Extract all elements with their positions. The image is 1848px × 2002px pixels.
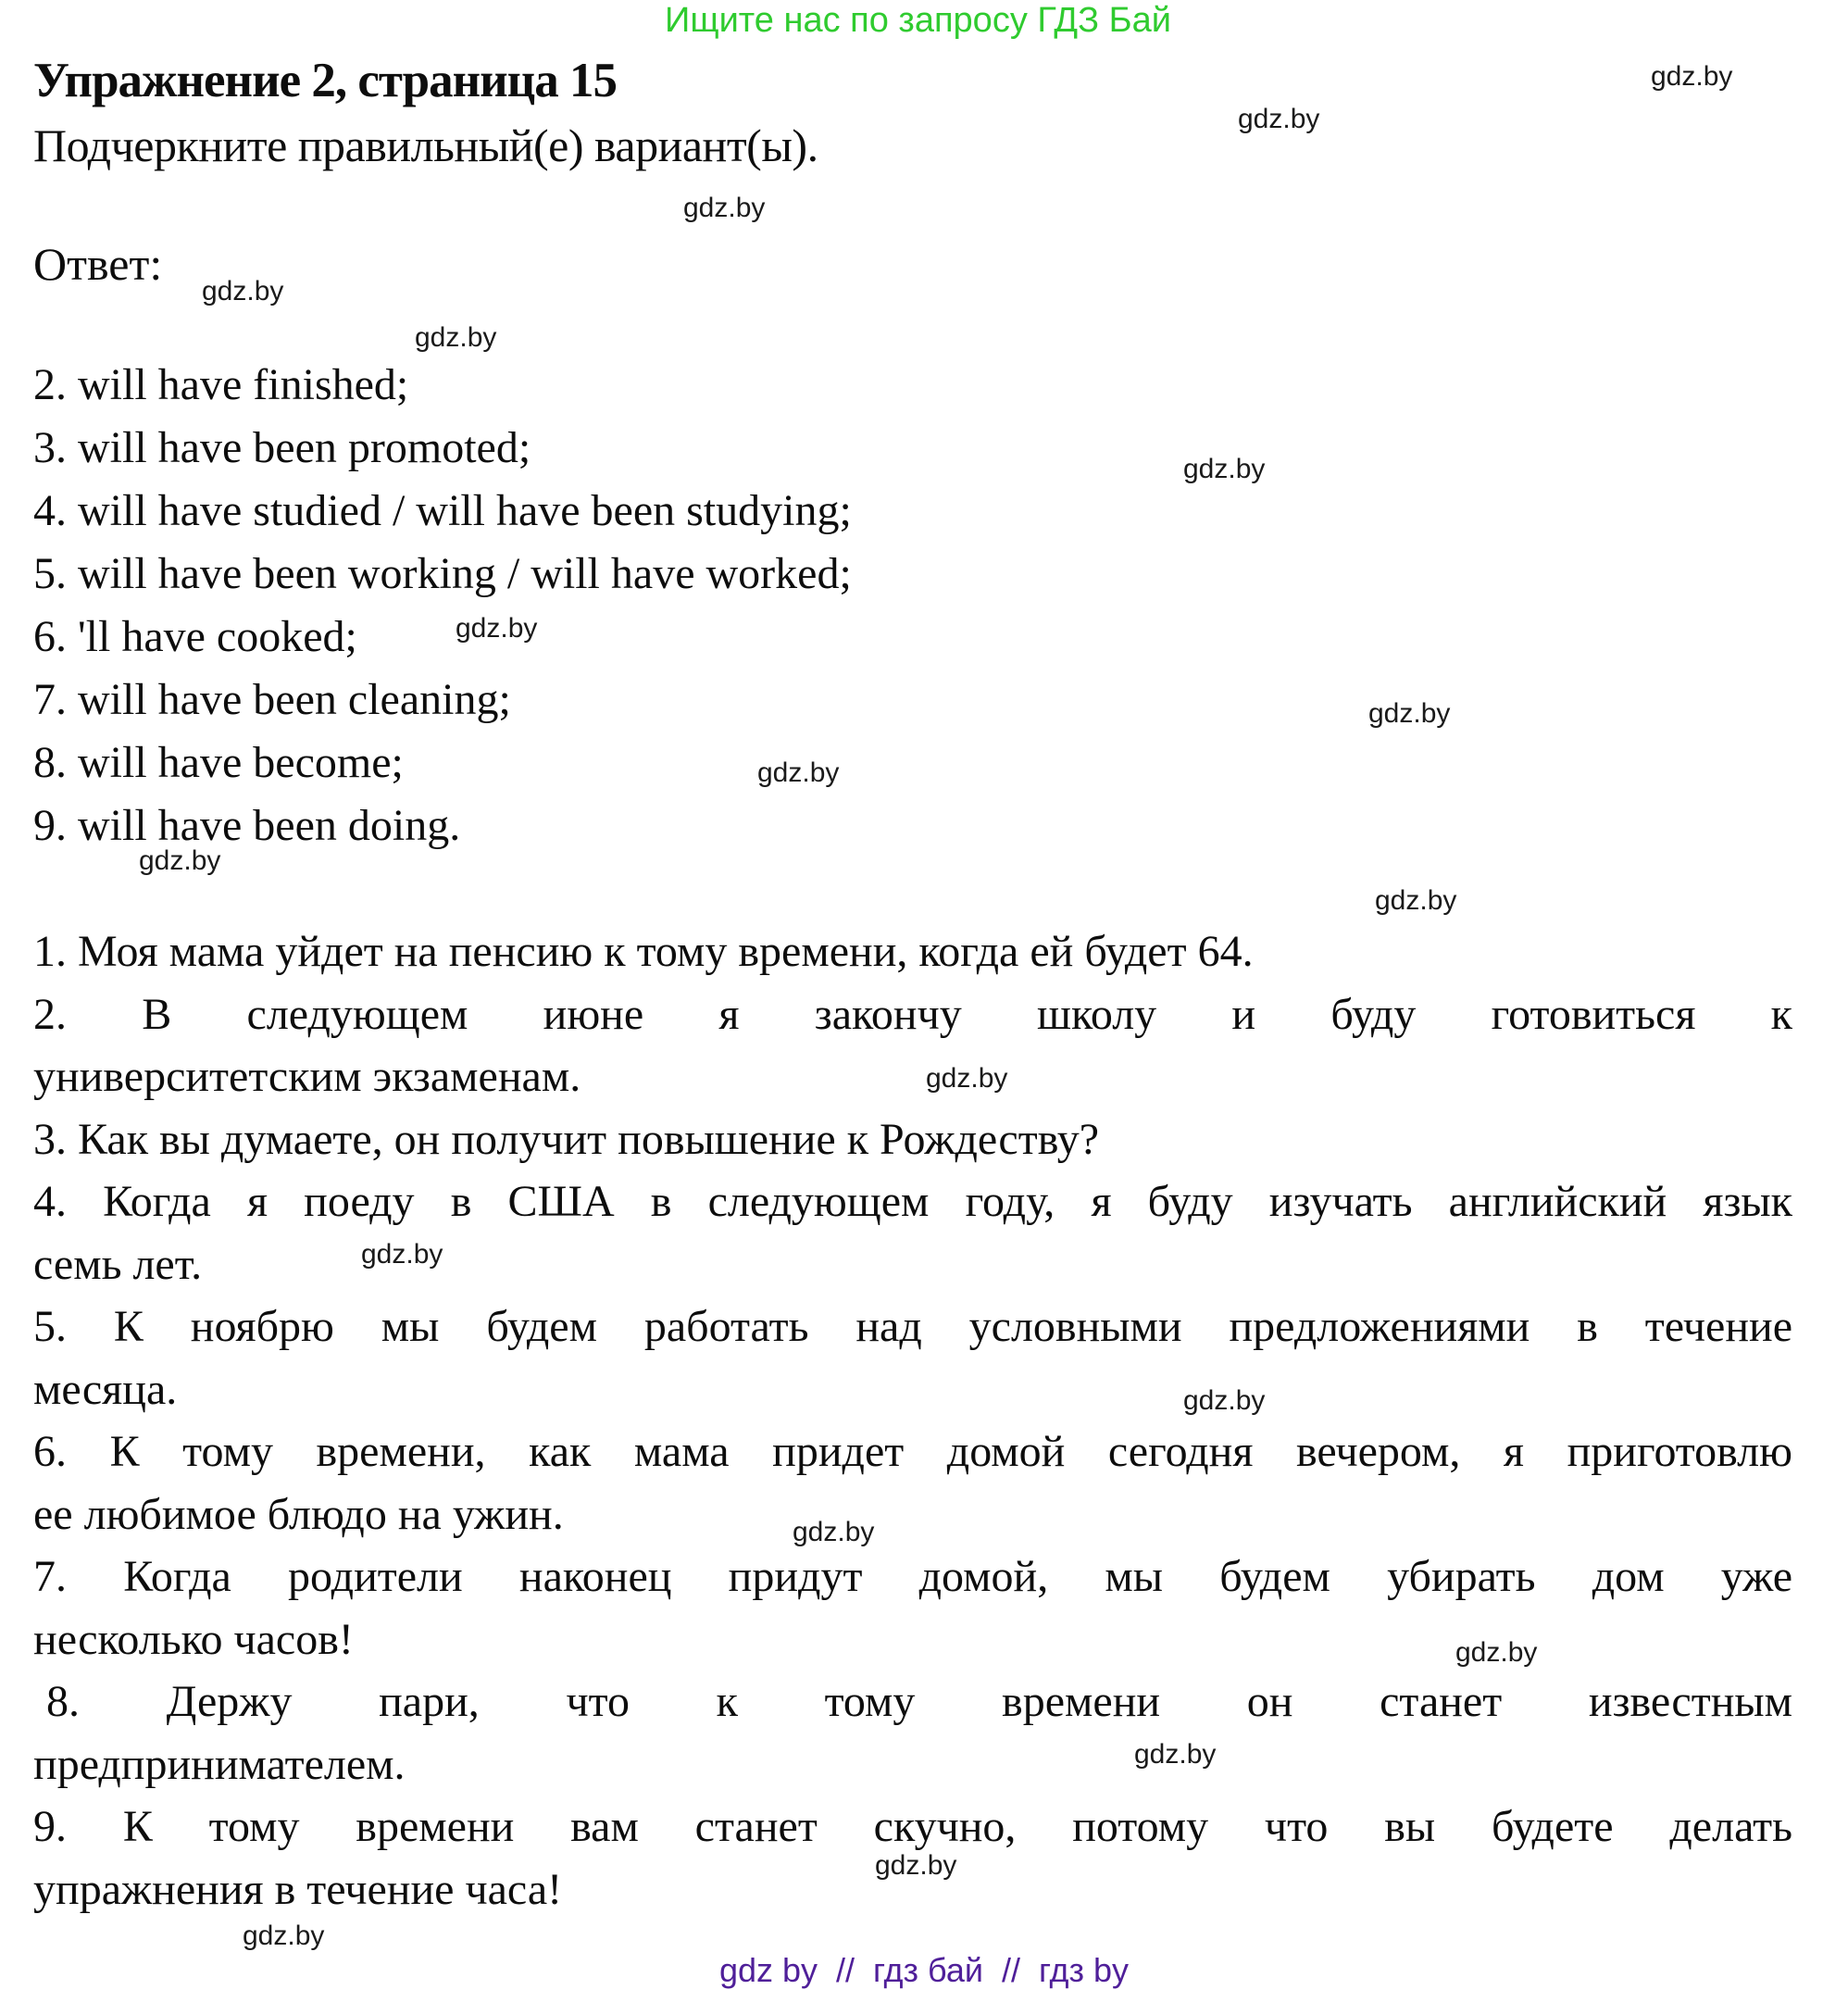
- translation-line: упражнения в течение часа!: [33, 1864, 563, 1914]
- answer-item: 5. will have been working / will have worked;: [33, 549, 852, 598]
- translation-line: 3. Как вы думаете, он получит повышение к Рождеству?: [33, 1114, 1100, 1164]
- gdz-watermark: gdz.by: [243, 1921, 325, 1951]
- gdz-watermark: gdz.by: [1183, 454, 1266, 484]
- translation-line: университетским экзаменам.: [33, 1052, 581, 1101]
- exercise-title: Упражнение 2, страница 15: [33, 54, 617, 107]
- translation-line: 9. К тому времени вам станет скучно, потому что вы будете делать: [33, 1802, 1792, 1851]
- translation-line: 5. К ноябрю мы будем работать над условными предложениями в течение: [33, 1302, 1792, 1351]
- answer-item: 2. will have finished;: [33, 360, 409, 409]
- gdz-watermark: gdz.by: [926, 1063, 1008, 1094]
- content-column: [33, 48, 1792, 1921]
- answer-item: 3. will have been promoted;: [33, 423, 531, 472]
- gdz-watermark: gdz.by: [361, 1239, 443, 1270]
- footer-links: gdz by // гдз бай // гдз by: [718, 1951, 1130, 1989]
- task-instruction: Подчеркните правильный(е) вариант(ы).: [33, 119, 818, 171]
- gdz-watermark: gdz.by: [456, 613, 538, 644]
- answers-list: [33, 354, 1792, 857]
- answer-item: 7. will have been cleaning;: [33, 675, 511, 724]
- translation-line: семь лет.: [33, 1239, 203, 1289]
- site-promo-banner: Ищите нас по запросу ГДЗ Бай: [665, 1, 1171, 40]
- translation-line: 2. В следующем июне я закончу школу и буду готовиться к: [33, 989, 1792, 1039]
- translation-line: 7. Когда родители наконец придут домой, мы будем убирать дом уже: [33, 1552, 1792, 1601]
- gdz-watermark: gdz.by: [139, 845, 221, 876]
- translation-line: 4. Когда я поеду в США в следующем году, я буду изучать английский язык: [33, 1177, 1792, 1226]
- translation-line: месяца.: [33, 1364, 178, 1414]
- gdz-watermark: gdz.by: [1651, 61, 1733, 92]
- gdz-watermark: gdz.by: [875, 1850, 957, 1881]
- translation-line: 1. Моя мама уйдет на пенсию к тому времени, когда ей будет 64.: [33, 927, 1254, 976]
- answer-label: Ответ:: [33, 238, 163, 290]
- gdz-watermark: gdz.by: [1375, 885, 1457, 916]
- gdz-watermark: gdz.by: [1368, 698, 1451, 729]
- translation-line: предпринимателем.: [33, 1739, 406, 1789]
- translation-line: несколько часов!: [33, 1614, 354, 1664]
- answer-item: 6. 'll have cooked;: [33, 612, 357, 661]
- translations-list: [33, 920, 1792, 1921]
- gdz-watermark: gdz.by: [202, 276, 284, 307]
- gdz-watermark: gdz.by: [1455, 1637, 1538, 1668]
- gdz-watermark: gdz.by: [793, 1517, 875, 1547]
- answer-item: 9. will have been doing.: [33, 801, 461, 850]
- translation-line: ее любимое блюдо на ужин.: [33, 1489, 564, 1539]
- gdz-watermark: gdz.by: [683, 193, 766, 223]
- translation-line: 8. Держу пари, что к тому времени он станет известным: [46, 1677, 1792, 1726]
- gdz-watermark: gdz.by: [1134, 1739, 1217, 1770]
- gdz-watermark: gdz.by: [415, 322, 497, 353]
- gdz-watermark: gdz.by: [1183, 1385, 1266, 1416]
- translation-line: 6. К тому времени, как мама придет домой сегодня вечером, я приготовлю: [33, 1427, 1792, 1476]
- answer-item: 8. will have become;: [33, 738, 404, 787]
- answer-item: 4. will have studied / will have been studying;: [33, 486, 852, 535]
- gdz-watermark: gdz.by: [1238, 104, 1320, 134]
- gdz-watermark: gdz.by: [757, 757, 840, 788]
